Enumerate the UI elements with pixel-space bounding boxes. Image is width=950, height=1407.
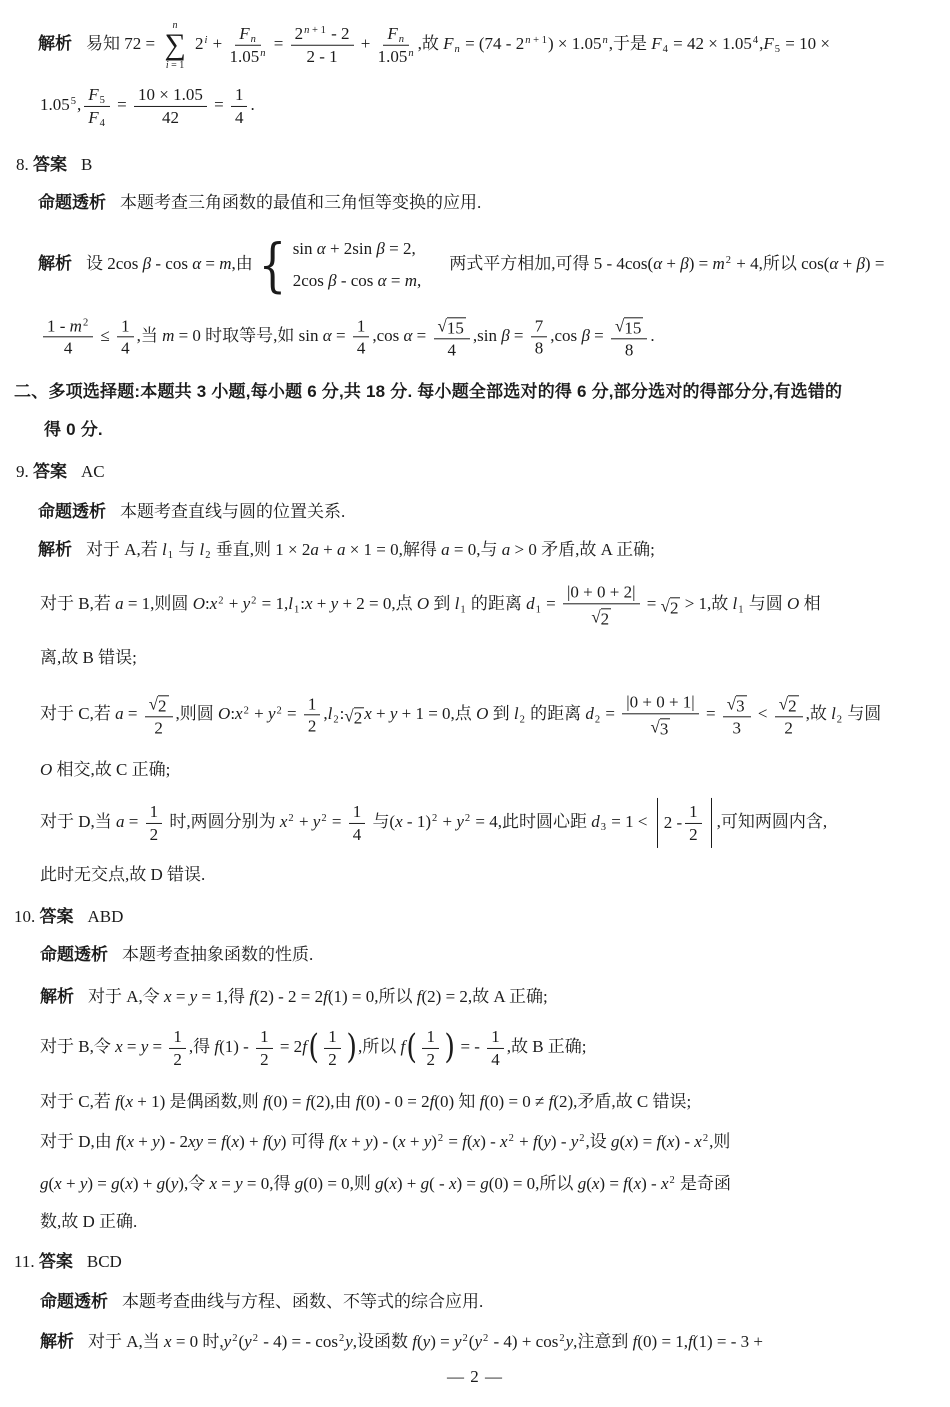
q10-topic: 命题透析 本题考查抽象函数的性质. xyxy=(40,944,314,964)
q9-analysis-d-1: 对于 D,当 a = $\frac{1}{2}$ 时,两圆分别为 $x^2 + y^2$ = $\frac{1}{4}$ 与$(x - 1)^2 + y^2 = 4$,此时圆心距 d3 = 1 < 2 - $\frac{1}{2}$ ,可知两圆内含, xyxy=(40,798,827,848)
q10-analysis-d-1: 对于 D,由 f(x + y) - 2xy = f(x) + f(y) 可得 $f(x + y) - (x + y)^2 = f(x) - x^2 + f(y) - y^2$,设 $g(x) = f(x) - x^2$,则 xyxy=(40,1131,731,1151)
q9-analysis-d-2: 此时无交点,故 D 错误. xyxy=(40,864,206,884)
q11-analysis-a: 解析 对于 A,当 x = 0 时$,y^2(y^2 - 4)$ = - $\cos^2y$,设函数 $f(y) = y^2(y^2 - 4) + \cos^2y$,注意到 f(0) = 1,f(1) = - 3 + xyxy=(40,1331,763,1351)
q10-analysis-d-3: 数,故 D 正确. xyxy=(40,1211,138,1231)
q9-analysis-c-2: O 相交,故 C 正确; xyxy=(40,759,171,779)
q11-topic: 命题透析 本题考查曲线与方程、函数、不等式的综合应用. xyxy=(40,1291,484,1311)
q10-analysis-b: 对于 B,令 x = y = $\frac{1}{2}$ ,得 f(1) - $\frac{1}{2}$ = 2f ( $\frac{1}{2}$ ) ,所以 f ( $\frac{1}{2}$ ) = - $\frac{1}{4}$ ,故 B 正确; xyxy=(40,1026,587,1069)
q11-answer: 11. 答案 BCD xyxy=(14,1251,122,1271)
q10-analysis-a: 解析 对于 A,令 x = y = 1,得 f(2) - 2 = 2f(1) = 0,所以 f(2) = 2,故 A 正确; xyxy=(40,986,548,1006)
q10-analysis-d-2: g(x + y) = g(x) + g(y),令 x = y = 0,得 g(0) = 0,则 g(x) + g( - x) = g(0) = 0,所以 $g(x) = f(x) - x^2$ 是奇函 xyxy=(40,1173,731,1193)
q8-answer: 8. 答案 B xyxy=(16,154,93,174)
q8-analysis-line-2: $\frac{1 - m^2}{4}$ ≤ $\frac{1}{4}$ ,当 m = 0 时取等号,如 sin α = $\frac{1}{4}$ ,cos α = √ 15 4 ,sin β = $\frac{7}{8}$ ,cos β = √ 15 8 . xyxy=(40,314,655,359)
q9-analysis-c-1: 对于 C,若 a = √ 2 2 ,则圆 $O:x^2 + y^2$ = $\frac{1}{2}$ ,l2: √ 2 x + y + 1 = 0,点 O 到 l2 的距离 d2 = |0 + 0 + 1| √ 3 = √ 3 3 < √ 2 2 ,故 l2 与圆 xyxy=(40,692,882,738)
section-2-header-line-2: 得 0 分. xyxy=(44,419,103,439)
q7-analysis-line-2: 1.05$^5$, $\frac{F5}{F4}$ = $\frac{10 \times 1.05}{42}$ = $\frac{1}{4}$ . xyxy=(40,84,255,129)
q10-analysis-c: 对于 C,若 f(x + 1) 是偶函数,则 f(0) = f(2),由 f(0) - 0 = 2f(0) 知 f(0) = 0 ≠ f(2),矛盾,故 C 错误; xyxy=(40,1091,692,1111)
q9-analysis-b-2: 离,故 B 错误; xyxy=(40,647,137,667)
q10-answer: 10. 答案 ABD xyxy=(14,906,124,926)
q7-analysis-line-1: 解析 易知 72 = n ∑ i = 1 $2^i$ + $\frac{Fn}{1.05^n}$ = $\frac{2^{n + 1} - 2}{2 - 1}$ + $\frac{Fn}{1.05^n}$ ,故 $Fn = (74 - 2^{n + 1}) \times 1.05^n$,于是 $F4 = 42 \times 1.05^4,F5 = 10$ × xyxy=(38,19,830,71)
q9-answer: 9. 答案 AC xyxy=(16,461,105,481)
q8-topic: 命题透析 本题考查三角函数的最值和三角恒等变换的应用. xyxy=(38,192,482,212)
page-footer xyxy=(0,1367,950,1387)
page-number: — 2 — xyxy=(447,1367,503,1386)
q8-analysis-line-1: 解析 设 2cos β - cos α = m,由 { sin α + 2sin β = 2, 2cos β - cos α = m, 两式平方相加,可得 $5 - 4\cos(\alpha + \beta) = m^2 + 4$,所以 cos(α + β) = xyxy=(38,230,885,299)
q9-topic: 命题透析 本题考查直线与圆的位置关系. xyxy=(38,501,346,521)
section-2-header-line-1: 二、多项选择题:本题共 3 小题,每小题 6 分,共 18 分. 每小题全部选对的得 6 分,部分选对的得部分分,有选错的 xyxy=(14,381,843,401)
q9-analysis-a: 解析 对于 A,若 l1 与 l2 垂直,则 1 × 2a + a × 1 = 0,解得 a = 0,与 a > 0 矛盾,故 A 正确; xyxy=(38,539,655,562)
q9-analysis-b-1: 对于 B,若 a = 1,则圆 $O:x^2 + y^2$ = 1,l1:x + y + 2 = 0,点 O 到 l1 的距离 d1 = |0 + 0 + 2| √ 2 = √ 2 > 1,故 l1 与圆 O 相 xyxy=(40,582,821,628)
